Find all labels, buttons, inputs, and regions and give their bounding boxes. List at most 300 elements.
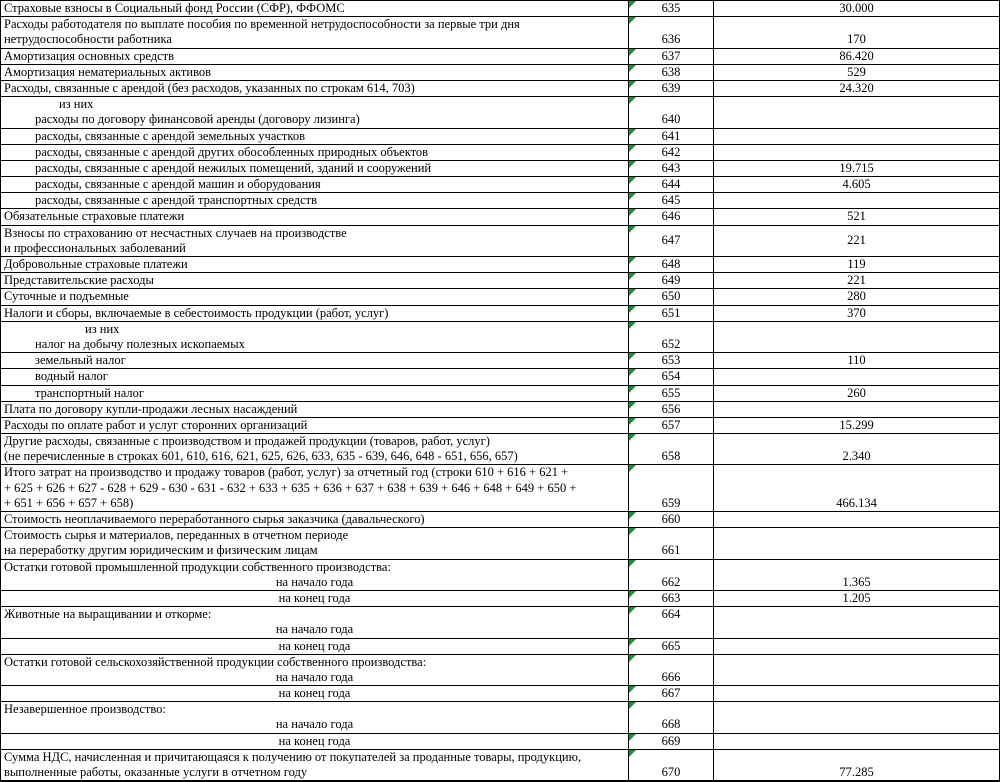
line-code-text: 639 [661,80,681,95]
indicator-cell[interactable] [1,144,629,160]
cell-flag-icon [629,81,636,88]
value-text: 529 [847,64,866,79]
line-code-cell[interactable] [629,733,714,749]
indicator-cell[interactable] [1,321,629,352]
cell-flag-icon [629,129,636,136]
value-text: 24.320 [839,80,874,95]
value-text: 30.000 [839,1,874,15]
value-cell[interactable] [714,289,1000,305]
table-row [1,353,1000,369]
indicator-text: расходы, связанные с арендой нежилых помещений, зданий и сооружений [35,160,432,175]
value-text [714,369,999,384]
line-code-cell[interactable] [629,160,714,176]
table-row [1,64,1000,80]
value-cell[interactable] [714,385,1000,401]
table-row [1,434,1000,465]
indicator-cell[interactable] [1,749,629,781]
value-cell[interactable] [714,733,1000,749]
line-code-cell[interactable] [629,144,714,160]
value-text: 77.285 [839,765,874,779]
table-row [1,559,1000,590]
cell-flag-icon [629,686,636,693]
value-text: 110 [847,353,866,368]
value-text: 2.340 [842,449,871,464]
table-row [1,638,1000,654]
value-text [714,670,999,685]
cell-flag-icon [629,306,636,313]
indicator-text: расходы по договору финансовой аренды (договору лизинга) [35,112,360,127]
indicator-text: Расходы, связанные с арендой (без расходов, указанных по строкам 614, 703) [4,80,415,95]
indicator-text: Амортизация основных средств [4,48,175,63]
indicator-text: Животные на выращивании и откорме: [4,607,212,622]
value-text: 119 [847,257,866,271]
indicator-cell[interactable] [1,512,629,528]
table-row [1,417,1000,433]
line-code-text: 656 [661,401,681,416]
table-row [1,512,1000,528]
cell-flag-icon [629,639,636,646]
indicator-cell[interactable] [1,289,629,305]
cell-flag-icon [629,145,636,152]
line-code-cell[interactable] [629,305,714,321]
table-row [1,1,1000,17]
indicator-cell[interactable] [1,225,629,256]
value-cell[interactable] [714,686,1000,702]
line-code-text: 647 [661,233,681,248]
indicator-text: Суточные и подъемные [4,289,129,304]
value-text: 4.605 [842,177,871,192]
line-code-text: 640 [661,112,681,127]
table-row [1,289,1000,305]
value-text: 280 [847,289,866,304]
indicator-cell[interactable] [1,48,629,64]
table-row [1,48,1000,64]
table-row [1,749,1000,781]
value-cell[interactable] [714,305,1000,321]
value-cell[interactable] [714,607,1000,638]
line-code-cell[interactable] [629,80,714,96]
line-code-text: 643 [661,160,681,175]
cell-flag-icon [629,353,636,360]
value-cell[interactable] [714,1,1000,17]
indicator-cell[interactable] [1,353,629,369]
line-code-cell[interactable] [629,512,714,528]
cell-flag-icon [629,465,636,472]
line-code-cell[interactable] [629,209,714,225]
indicator-cell[interactable] [1,128,629,144]
indicator-cell[interactable] [1,160,629,176]
indicator-cell[interactable] [1,686,629,702]
line-code-text: 645 [661,193,681,208]
value-text: 221 [847,233,866,248]
line-code-text: 667 [661,686,681,701]
line-code-cell[interactable] [629,702,714,733]
cell-flag-icon [629,528,636,535]
line-code-cell[interactable] [629,177,714,193]
cell-flag-icon [629,369,636,376]
indicator-text: расходы, связанные с арендой транспортных средств [35,193,318,208]
value-cell[interactable] [714,160,1000,176]
line-code-cell[interactable] [629,528,714,559]
line-code-text: 637 [661,48,681,63]
line-code-text: 644 [661,177,681,192]
value-text [714,543,999,558]
line-code-text: 650 [661,289,681,304]
line-code-text: 655 [661,385,681,400]
value-cell[interactable] [714,434,1000,465]
line-code-text: 641 [661,128,681,143]
table-row [1,225,1000,256]
value-text [714,512,999,527]
line-code-text: 664 [661,607,681,622]
line-code-cell[interactable] [629,97,714,128]
indicator-text: расходы, связанные с арендой машин и оборудования [35,177,321,192]
indicator-text: на начало года [275,717,354,732]
indicator-text: Амортизация нематериальных активов [4,64,212,79]
value-cell[interactable] [714,273,1000,289]
indicator-text: Остатки готовой сельскохозяйственной продукции собственного производства: [4,654,427,669]
indicator-cell[interactable] [1,733,629,749]
indicator-cell[interactable] [1,654,629,685]
value-cell[interactable] [714,528,1000,559]
indicator-text: Плата по договору купли-продажи лесных насаждений [4,401,298,416]
indicator-text: нетрудоспособности работника [4,32,172,47]
line-code-text: 653 [661,353,681,368]
indicator-cell[interactable] [1,1,629,17]
expense-table-body [1,1,1000,782]
indicator-cell[interactable] [1,273,629,289]
line-code-cell[interactable] [629,369,714,385]
line-code-cell[interactable] [629,401,714,417]
cell-flag-icon [629,750,636,757]
table-row [1,209,1000,225]
value-cell[interactable] [714,80,1000,96]
value-cell[interactable] [714,48,1000,64]
value-cell[interactable] [714,209,1000,225]
value-text: 86.420 [839,48,874,63]
table-row [1,654,1000,685]
indicator-text: транспортный налог [35,385,145,400]
table-row [1,80,1000,96]
line-code-text: 666 [661,669,681,684]
cell-flag-icon [629,591,636,598]
line-code-cell[interactable] [629,590,714,606]
table-row [1,193,1000,209]
indicator-text: + 625 + 626 + 627 - 628 + 629 - 630 - 631 - 632 + 633 + 635 + 636 + 637 + 638 + 639 + 646 + 648 + 649 + 650 + [4,480,577,495]
indicator-text: на переработку другим юридическим и физическим лицам [4,543,318,558]
value-cell[interactable] [714,353,1000,369]
line-code-text: 659 [661,495,681,510]
table-row [1,257,1000,273]
cell-flag-icon [629,209,636,216]
value-text: 260 [847,385,866,400]
cell-flag-icon [629,560,636,567]
cell-flag-icon [629,418,636,425]
table-row [1,177,1000,193]
indicator-text: Другие расходы, связанные с производством и продажей продукции (товаров, работ, услуг) [4,434,490,449]
table-row [1,702,1000,733]
value-cell[interactable] [714,559,1000,590]
indicator-cell[interactable] [1,209,629,225]
line-code-text: 670 [661,765,681,779]
indicator-cell[interactable] [1,559,629,590]
value-text [714,112,999,127]
table-row [1,465,1000,512]
indicator-cell[interactable] [1,702,629,733]
indicator-text: Расходы работодателя по выплате пособия по временной нетрудоспособности за первые три дня [4,17,520,32]
indicator-text: Стоимость сырья и материалов, переданных в отчетном периоде [4,528,349,543]
line-code-cell[interactable] [629,289,714,305]
indicator-text: (не перечисленные в строках 601, 610, 616, 621, 625, 626, 633, 635 - 639, 646, 648 - 651, 656, 657) [4,449,518,464]
indicator-text: Взносы по страхованию от несчастных случаев на производстве [4,225,347,240]
indicator-cell[interactable] [1,193,629,209]
table-row [1,733,1000,749]
cell-flag-icon [629,273,636,280]
value-cell[interactable] [714,193,1000,209]
value-cell[interactable] [714,144,1000,160]
cell-flag-icon [629,97,636,104]
cell-flag-icon [629,322,636,329]
line-code-text: 662 [661,574,681,589]
value-cell[interactable] [714,417,1000,433]
table-row [1,528,1000,559]
indicator-cell[interactable] [1,369,629,385]
value-cell[interactable] [714,321,1000,352]
value-text: 466.134 [836,495,877,510]
table-row [1,128,1000,144]
value-cell[interactable] [714,128,1000,144]
line-code-cell[interactable] [629,48,714,64]
line-code-text: 649 [661,273,681,288]
value-cell[interactable] [714,590,1000,606]
line-code-text: 665 [661,638,681,653]
value-cell[interactable] [714,64,1000,80]
indicator-cell[interactable] [1,257,629,273]
cell-flag-icon [629,386,636,393]
cell-flag-icon [629,402,636,409]
line-code-cell[interactable] [629,749,714,781]
indicator-cell[interactable] [1,64,629,80]
indicator-cell[interactable] [1,590,629,606]
cell-flag-icon [629,257,636,264]
indicator-cell[interactable] [1,80,629,96]
value-cell[interactable] [714,401,1000,417]
indicator-text: Обязательные страховые платежи [4,209,185,224]
indicator-cell[interactable] [1,17,629,48]
line-code-text: 654 [661,369,681,384]
indicator-text: расходы, связанные с арендой земельных участков [35,128,305,143]
indicator-cell[interactable] [1,305,629,321]
table-row [1,385,1000,401]
line-code-cell[interactable] [629,638,714,654]
line-code-cell[interactable] [629,654,714,685]
cell-flag-icon [629,434,636,441]
indicator-text: выполненные работы, оказанные услуги в отчетном году [4,765,308,779]
value-text: 1.205 [842,590,871,605]
line-code-cell[interactable] [629,465,714,512]
line-code-text: 638 [661,64,681,79]
indicator-text: Стоимость неоплачиваемого переработанного сырья заказчика (давальческого) [4,512,425,526]
value-text [714,193,999,208]
table-row [1,97,1000,128]
value-cell[interactable] [714,177,1000,193]
table-row [1,607,1000,638]
table-row [1,369,1000,385]
indicator-text: водный налог [35,369,108,384]
value-text [714,402,999,417]
cell-flag-icon [629,289,636,296]
value-cell[interactable] [714,638,1000,654]
indicator-cell[interactable] [1,97,629,128]
line-code-cell[interactable] [629,257,714,273]
line-code-text: 657 [661,417,681,432]
indicator-cell[interactable] [1,177,629,193]
value-text [714,639,999,654]
table-row [1,160,1000,176]
line-code-text: 663 [661,590,681,605]
table-row [1,144,1000,160]
value-cell[interactable] [714,369,1000,385]
indicator-text: Сумма НДС, начисленная и причитающаяся к получению от покупателей за проданные товары, продукцию, [4,749,582,764]
line-code-text: 668 [661,717,681,732]
value-cell[interactable] [714,465,1000,512]
line-code-text: 660 [661,512,681,526]
cell-flag-icon [629,512,636,519]
line-code-text: 652 [661,336,681,351]
value-text: 170 [847,32,866,47]
indicator-cell[interactable] [1,638,629,654]
line-code-cell[interactable] [629,17,714,48]
indicator-text: расходы, связанные с арендой других обособленных природных объектов [35,144,429,159]
value-cell[interactable] [714,225,1000,256]
line-code-cell[interactable] [629,225,714,256]
table-row [1,401,1000,417]
value-text: 19.715 [839,160,874,175]
value-text: 1.365 [842,574,871,589]
indicator-cell[interactable] [1,434,629,465]
indicator-cell[interactable] [1,528,629,559]
cell-flag-icon [629,193,636,200]
indicator-cell[interactable] [1,385,629,401]
value-text [714,734,999,749]
indicator-cell[interactable] [1,607,629,638]
indicator-text: на конец года [278,638,351,653]
line-code-text: 651 [661,305,681,320]
indicator-cell[interactable] [1,417,629,433]
table-row [1,273,1000,289]
value-text [714,717,999,732]
table-row [1,321,1000,352]
indicator-text: налог на добычу полезных ископаемых [35,336,245,351]
indicator-text: на конец года [278,686,351,701]
indicator-text: Страховые взносы в Социальный фонд России (СФР), ФФОМС [4,1,345,15]
table-row [1,686,1000,702]
value-cell[interactable] [714,749,1000,781]
line-code-text: 669 [661,733,681,748]
line-code-cell[interactable] [629,321,714,352]
table-row [1,590,1000,606]
cell-flag-icon [629,177,636,184]
value-text: 221 [847,273,866,288]
value-cell[interactable] [714,257,1000,273]
line-code-cell[interactable] [629,1,714,17]
value-text: 370 [847,305,866,320]
indicator-cell[interactable] [1,401,629,417]
cell-flag-icon [629,702,636,709]
line-code-text: 636 [661,32,681,47]
indicator-text: из них [59,97,94,112]
value-text: 521 [847,209,866,224]
value-cell[interactable] [714,654,1000,685]
line-code-text: 661 [661,543,681,558]
table-row [1,17,1000,48]
line-code-cell[interactable] [629,607,714,638]
line-code-cell[interactable] [629,686,714,702]
indicator-text: из них [85,321,120,336]
line-code-text: 646 [661,209,681,224]
line-code-text: 648 [661,257,681,271]
value-cell[interactable] [714,17,1000,48]
cell-flag-icon [629,65,636,72]
line-code-cell[interactable] [629,273,714,289]
indicator-text: + 651 + 656 + 657 + 658) [4,495,134,510]
value-cell[interactable] [714,702,1000,733]
indicator-text: и профессиональных заболеваний [4,240,186,255]
indicator-cell[interactable] [1,465,629,512]
indicator-text: Расходы по оплате работ и услуг сторонних организаций [4,417,308,432]
value-cell[interactable] [714,97,1000,128]
indicator-text: на начало года [275,622,354,637]
line-code-cell[interactable] [629,559,714,590]
indicator-text: Налоги и сборы, включаемые в себестоимость продукции (работ, услуг) [4,305,389,320]
line-code-cell[interactable] [629,64,714,80]
line-code-text: 642 [661,144,681,159]
cell-flag-icon [629,161,636,168]
cell-flag-icon [629,607,636,614]
line-code-cell[interactable] [629,417,714,433]
indicator-text: Добровольные страховые платежи [4,257,188,271]
indicator-text: на начало года [275,669,354,684]
line-code-cell[interactable] [629,385,714,401]
cell-flag-icon [629,226,636,233]
indicator-text: на конец года [278,733,351,748]
indicator-text: Незавершенное производство: [4,702,166,717]
indicator-text: земельный налог [35,353,126,368]
indicator-text: на конец года [278,590,351,605]
cell-flag-icon [629,17,636,24]
table-row [1,305,1000,321]
indicator-text: на начало года [275,574,354,589]
line-code-cell[interactable] [629,193,714,209]
cell-flag-icon [629,1,636,8]
indicator-text: Остатки готовой промышленной продукции собственного производства: [4,559,391,574]
line-code-cell[interactable] [629,353,714,369]
value-cell[interactable] [714,512,1000,528]
value-text: 15.299 [839,417,874,432]
line-code-cell[interactable] [629,128,714,144]
value-text [714,607,999,622]
value-text [714,686,999,701]
cell-flag-icon [629,655,636,662]
value-text [714,337,999,352]
value-text [714,145,999,160]
line-code-cell[interactable] [629,434,714,465]
line-code-text: 635 [661,1,681,15]
indicator-text: Представительские расходы [4,273,154,288]
line-code-text: 658 [661,449,681,464]
value-text [714,129,999,144]
cell-flag-icon [629,49,636,56]
